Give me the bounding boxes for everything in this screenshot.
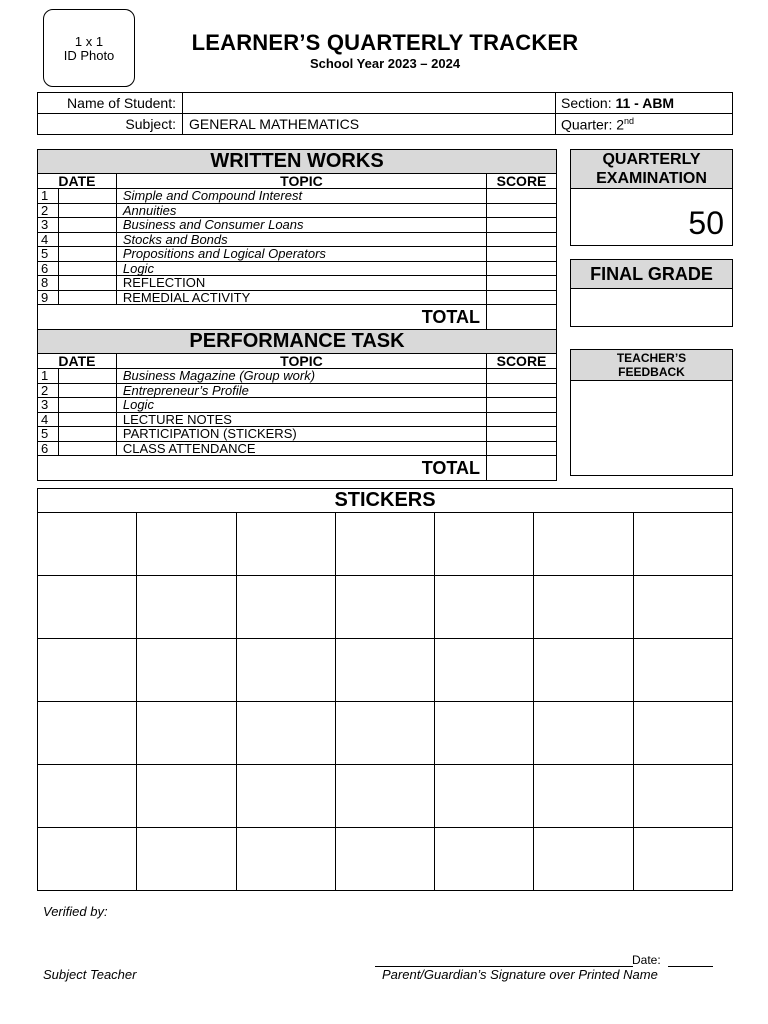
ww-row-number: 9	[38, 290, 59, 305]
sticker-cell[interactable]	[137, 702, 236, 765]
sticker-row	[38, 576, 733, 639]
quarter-suffix: nd	[624, 115, 635, 126]
ww-row	[38, 218, 557, 233]
ww-row	[38, 232, 557, 247]
stickers-header: STICKERS	[38, 489, 733, 513]
pt-row	[38, 441, 557, 456]
sticker-cell[interactable]	[236, 639, 335, 702]
ww-row-date[interactable]	[58, 203, 116, 218]
performance-task-header: PERFORMANCE TASK	[38, 330, 557, 354]
ww-topic-header: TOPIC	[116, 174, 486, 189]
subject-value: GENERAL MATHEMATICS	[183, 114, 556, 135]
final-grade-value[interactable]	[571, 289, 732, 326]
sticker-row	[38, 702, 733, 765]
sticker-cell[interactable]	[633, 765, 732, 828]
pt-date-header: DATE	[38, 354, 117, 369]
quarterly-exam-label-2: EXAMINATION	[596, 170, 707, 187]
ww-row	[38, 189, 557, 204]
ww-row-score[interactable]	[487, 189, 557, 204]
pt-row-number: 2	[38, 383, 59, 398]
teacher-feedback-header	[571, 350, 732, 381]
sticker-cell[interactable]	[38, 765, 137, 828]
quarter-cell	[556, 114, 733, 135]
pt-row-topic: CLASS ATTENDANCE	[116, 441, 486, 456]
ww-row-date[interactable]	[58, 276, 116, 291]
pt-row	[38, 369, 557, 384]
ww-total-label: TOTAL	[38, 305, 487, 330]
sticker-cell[interactable]	[534, 639, 633, 702]
ww-row-score[interactable]	[487, 232, 557, 247]
pt-row-date[interactable]	[58, 369, 116, 384]
ww-row-date[interactable]	[58, 189, 116, 204]
sticker-cell[interactable]	[534, 576, 633, 639]
pt-row-number: 3	[38, 398, 59, 413]
id-photo-box	[43, 9, 135, 87]
feedback-label-1: TEACHER’S	[616, 351, 687, 365]
sticker-cell[interactable]	[335, 513, 434, 576]
name-label: Name of Student:	[38, 93, 183, 114]
pt-total-score[interactable]	[487, 456, 557, 481]
ww-row-score[interactable]	[487, 247, 557, 262]
sticker-cell[interactable]	[435, 576, 534, 639]
sticker-cell[interactable]	[534, 765, 633, 828]
pt-row-topic: PARTICIPATION (STICKERS)	[116, 427, 486, 442]
student-info-table	[37, 92, 733, 135]
sticker-cell[interactable]	[236, 513, 335, 576]
pt-topic-header: TOPIC	[116, 354, 486, 369]
final-grade-box	[570, 259, 733, 327]
sticker-cell[interactable]	[335, 702, 434, 765]
id-photo-label: ID Photo	[63, 48, 115, 63]
sticker-row	[38, 639, 733, 702]
ww-row-number: 1	[38, 189, 59, 204]
ww-row-score[interactable]	[487, 276, 557, 291]
ww-row-number: 2	[38, 203, 59, 218]
quarterly-exam-header	[571, 150, 732, 189]
date-label: Date:	[632, 953, 661, 967]
ww-row	[38, 203, 557, 218]
sticker-cell[interactable]	[335, 765, 434, 828]
sticker-cell[interactable]	[534, 702, 633, 765]
pt-row-number: 4	[38, 412, 59, 427]
sticker-row	[38, 513, 733, 576]
section-value: 11 - ABM	[615, 95, 675, 111]
sticker-cell[interactable]	[38, 639, 137, 702]
sticker-cell[interactable]	[534, 513, 633, 576]
sticker-row	[38, 828, 733, 891]
ww-date-header: DATE	[38, 174, 117, 189]
page-title: LEARNER’S QUARTERLY TRACKER	[191, 30, 579, 55]
sticker-cell[interactable]	[435, 765, 534, 828]
quarter-label: Quarter:	[561, 116, 613, 133]
pt-row-date[interactable]	[58, 427, 116, 442]
teacher-feedback-area[interactable]	[571, 381, 732, 475]
verified-by-label: Verified by:	[43, 904, 108, 919]
sticker-cell[interactable]	[236, 765, 335, 828]
ww-row	[38, 261, 557, 276]
sticker-cell[interactable]	[38, 576, 137, 639]
sticker-cell[interactable]	[335, 576, 434, 639]
pt-row-score[interactable]	[487, 427, 557, 442]
ww-row-topic: Business and Consumer Loans	[116, 218, 486, 233]
stickers-table	[37, 488, 733, 891]
date-line	[668, 966, 713, 967]
parent-signature-label: Parent/Guardian’s Signature over Printed Name	[382, 967, 658, 982]
ww-row-date[interactable]	[58, 290, 116, 305]
ww-row	[38, 290, 557, 305]
sticker-cell[interactable]	[335, 828, 434, 891]
quarterly-exam-label-1: QUARTERLY	[602, 151, 701, 168]
sticker-cell[interactable]	[38, 828, 137, 891]
pt-row-number: 6	[38, 441, 59, 456]
pt-row	[38, 398, 557, 413]
sticker-cell[interactable]	[633, 828, 732, 891]
pt-row-date[interactable]	[58, 441, 116, 456]
sticker-cell[interactable]	[534, 828, 633, 891]
ww-row-number: 3	[38, 218, 59, 233]
id-photo-size: 1 x 1	[74, 34, 104, 49]
final-grade-label: FINAL GRADE	[571, 260, 732, 289]
ww-row-score[interactable]	[487, 290, 557, 305]
sticker-cell[interactable]	[38, 513, 137, 576]
teacher-feedback-box	[570, 349, 733, 476]
subject-teacher-label: Subject Teacher	[43, 967, 137, 982]
ww-row-date[interactable]	[58, 218, 116, 233]
ww-row-topic: Stocks and Bonds	[116, 232, 486, 247]
pt-total-label: TOTAL	[38, 456, 487, 481]
sticker-cell[interactable]	[435, 702, 534, 765]
pt-row-score[interactable]	[487, 369, 557, 384]
sticker-cell[interactable]	[236, 702, 335, 765]
sticker-cell[interactable]	[137, 639, 236, 702]
pt-row	[38, 383, 557, 398]
ww-row	[38, 247, 557, 262]
sticker-cell[interactable]	[137, 828, 236, 891]
ww-row-topic: Simple and Compound Interest	[116, 189, 486, 204]
school-year: School Year 2023 – 2024	[309, 56, 461, 71]
sticker-cell[interactable]	[633, 576, 732, 639]
ww-row-number: 6	[38, 261, 59, 276]
pt-row-score[interactable]	[487, 398, 557, 413]
name-field[interactable]	[183, 93, 556, 114]
pt-row-topic: LECTURE NOTES	[116, 412, 486, 427]
pt-score-header: SCORE	[487, 354, 557, 369]
pt-row	[38, 412, 557, 427]
subject-label: Subject:	[38, 114, 183, 135]
ww-score-header: SCORE	[487, 174, 557, 189]
pt-row	[38, 427, 557, 442]
sticker-cell[interactable]	[435, 513, 534, 576]
ww-row-date[interactable]	[58, 247, 116, 262]
ww-row-topic: REMEDIAL ACTIVITY	[116, 290, 486, 305]
ww-row-date[interactable]	[58, 261, 116, 276]
ww-row-number: 4	[38, 232, 59, 247]
pt-row-number: 5	[38, 427, 59, 442]
ww-total-score[interactable]	[487, 305, 557, 330]
ww-row-date[interactable]	[58, 232, 116, 247]
sticker-cell[interactable]	[137, 576, 236, 639]
pt-row-date[interactable]	[58, 398, 116, 413]
ww-row-number: 5	[38, 247, 59, 262]
quarter-value: 2	[616, 116, 625, 133]
pt-row-topic: Business Magazine (Group work)	[116, 369, 486, 384]
ww-row-number: 8	[38, 276, 59, 291]
sticker-cell[interactable]	[435, 639, 534, 702]
ww-row-topic: Annuities	[116, 203, 486, 218]
written-works-header: WRITTEN WORKS	[38, 150, 557, 174]
sticker-cell[interactable]	[435, 828, 534, 891]
pt-row-date[interactable]	[58, 383, 116, 398]
ww-row-score[interactable]	[487, 261, 557, 276]
pt-row-number: 1	[38, 369, 59, 384]
pt-row-date[interactable]	[58, 412, 116, 427]
sticker-cell[interactable]	[137, 513, 236, 576]
ww-row-topic: Propositions and Logical Operators	[116, 247, 486, 262]
ww-row-score[interactable]	[487, 218, 557, 233]
pt-row-score[interactable]	[487, 383, 557, 398]
pt-row-topic: Entrepreneur’s Profile	[116, 383, 486, 398]
sticker-cell[interactable]	[633, 639, 732, 702]
ww-row	[38, 276, 557, 291]
quarterly-exam-score: 50	[688, 205, 724, 241]
sticker-cell[interactable]	[335, 639, 434, 702]
sticker-row	[38, 765, 733, 828]
sticker-cell[interactable]	[236, 576, 335, 639]
ww-row-score[interactable]	[487, 203, 557, 218]
pt-row-topic: Logic	[116, 398, 486, 413]
pt-row-score[interactable]	[487, 441, 557, 456]
sticker-cell[interactable]	[38, 702, 137, 765]
sticker-cell[interactable]	[633, 513, 732, 576]
feedback-label-2: FEEDBACK	[618, 365, 685, 379]
ww-row-topic: Logic	[116, 261, 486, 276]
section-cell	[556, 93, 733, 114]
ww-row-topic: REFLECTION	[116, 276, 486, 291]
sticker-cell[interactable]	[236, 828, 335, 891]
section-label: Section:	[561, 95, 612, 111]
pt-row-score[interactable]	[487, 412, 557, 427]
quarterly-exam-box	[570, 149, 733, 246]
sticker-cell[interactable]	[633, 702, 732, 765]
sticker-cell[interactable]	[137, 765, 236, 828]
grades-table	[37, 149, 557, 481]
